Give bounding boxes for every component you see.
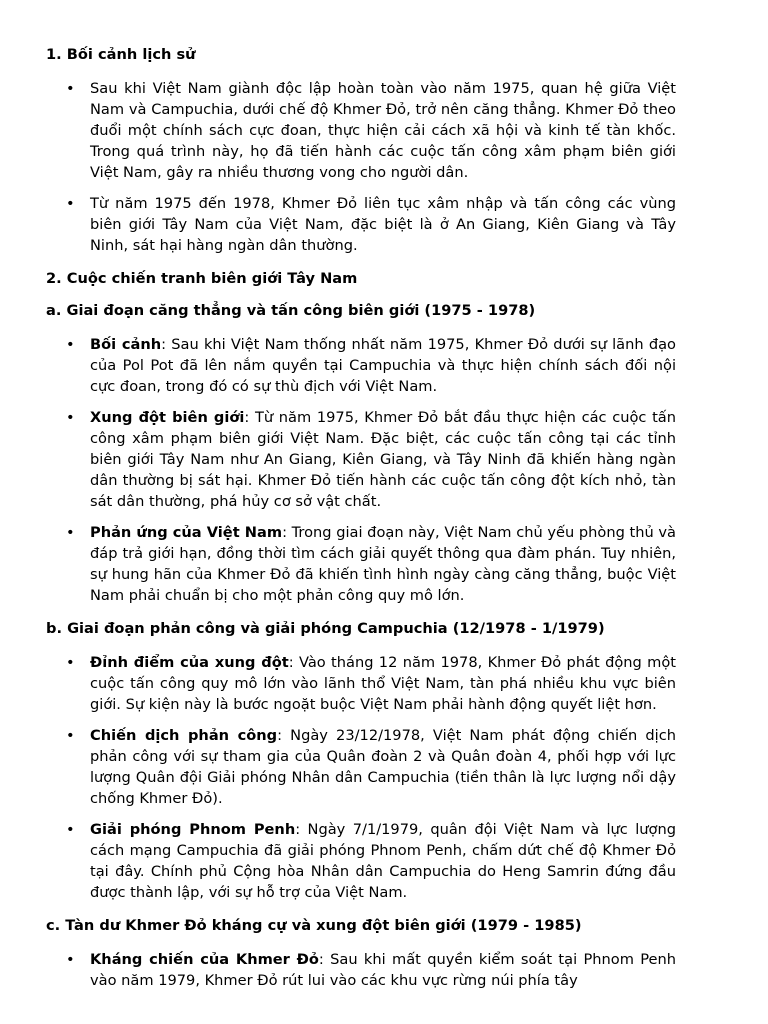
- bullet-text: Từ năm 1975 đến 1978, Khmer Đỏ liên tục xâm nhập và tấn công các vùng biên giới Tây Nam của Việt Nam, đặc biệt là ở An Giang, Kiên Giang và Tây Ninh, sát hại hàng ngàn dân thường.: [90, 195, 676, 254]
- list-item: [46, 78, 676, 183]
- bullet-text: Sau khi Việt Nam giành độc lập hoàn toàn vào năm 1975, quan hệ giữa Việt Nam và Campuchia, dưới chế độ Khmer Đỏ, trở nên căng thẳng. Khmer Đỏ theo đuổi một chính sách cực đoan, thực hiện cải cách xã hội và kinh tế tàn khốc. Trong quá trình này, họ đã tiến hành các cuộc tấn công xâm phạm biên giới Việt Nam, gây ra nhiều thương vong cho người dân.: [90, 80, 676, 181]
- bullet-text: : Từ năm 1975, Khmer Đỏ bắt đầu thực hiện các cuộc tấn công xâm phạm biên giới Việt Nam. Đặc biệt, các cuộc tấn công tại các tỉnh biên giới Tây Nam như An Giang, Kiên Giang, và Tây Ninh đã khiến hàng ngàn dân thường bị sát hại. Khmer Đỏ tiến hành các cuộc tấn công đột kích nhỏ, tàn sát dân thường, phá hủy cơ sở vật chất.: [90, 409, 676, 510]
- section-heading: b. Giai đoạn phản công và giải phóng Campuchia (12/1978 - 1/1979): [46, 620, 605, 637]
- list-item: [46, 949, 676, 991]
- bullet-list: [46, 334, 676, 606]
- bullet-text: : Sau khi Việt Nam thống nhất năm 1975, Khmer Đỏ dưới sự lãnh đạo của Pol Pot đã lên nắm quyền tại Campuchia và thực hiện chính sách đối nội cực đoan, trong đó có sự thù địch với Việt Nam.: [90, 336, 676, 395]
- bullet-icon: •: [66, 951, 75, 968]
- section-heading: c. Tàn dư Khmer Đỏ kháng cự và xung đột biên giới (1979 - 1985): [46, 917, 582, 934]
- list-item: [46, 193, 676, 256]
- bullet-icon: •: [66, 80, 75, 97]
- bullet-text: : Sau khi mất quyền kiểm soát tại Phnom Penh vào năm 1979, Khmer Đỏ rút lui vào các khu vực rừng núi phía tây: [90, 951, 676, 989]
- bullet-lead: Xung đột biên giới: [90, 409, 245, 426]
- list-item: [46, 819, 676, 903]
- section-heading: 2. Cuộc chiến tranh biên giới Tây Nam: [46, 270, 358, 287]
- list-item: [46, 407, 676, 512]
- bullet-text: : Ngày 23/12/1978, Việt Nam phát động chiến dịch phản công với sự tham gia của Quân đoàn 2 và Quân đoàn 4, phối hợp với lực lượng Quân đội Giải phóng Nhân dân Campuchia (tiền thân là lực lượng nổi dậy chống Khmer Đỏ).: [90, 727, 676, 807]
- list-item: [46, 522, 676, 606]
- section-heading: 1. Bối cảnh lịch sử: [46, 46, 196, 63]
- bullet-icon: •: [66, 821, 75, 838]
- bullet-lead: Phản ứng của Việt Nam: [90, 524, 283, 541]
- bullet-lead: Kháng chiến của Khmer Đỏ: [90, 951, 319, 968]
- bullet-icon: •: [66, 727, 75, 744]
- bullet-lead: Bối cảnh: [90, 336, 162, 353]
- bullet-icon: •: [66, 654, 75, 671]
- list-item: [46, 334, 676, 397]
- bullet-icon: •: [66, 336, 75, 353]
- bullet-lead: Chiến dịch phản công: [90, 727, 278, 744]
- bullet-lead: Giải phóng Phnom Penh: [90, 821, 296, 838]
- bullet-text: : Trong giai đoạn này, Việt Nam chủ yếu phòng thủ và đáp trả giới hạn, đồng thời tìm cách giải quyết thông qua đàm phán. Tuy nhiên, sự hung hãn của Khmer Đỏ đã khiến tình hình ngày càng căng thẳng, buộc Việt Nam phải chuẩn bị cho một phản công quy mô lớn.: [90, 524, 676, 604]
- list-item: [46, 652, 676, 715]
- bullet-lead: Đỉnh điểm của xung đột: [90, 654, 289, 671]
- bullet-icon: •: [66, 195, 75, 212]
- bullet-icon: •: [66, 409, 75, 426]
- list-item: [46, 725, 676, 809]
- bullet-icon: •: [66, 524, 75, 541]
- bullet-text: : Vào tháng 12 năm 1978, Khmer Đỏ phát động một cuộc tấn công quy mô lớn vào lãnh thổ Việt Nam, tàn phá nhiều khu vực biên giới. Sự kiện này là bước ngoặt buộc Việt Nam phải hành động quyết liệt hơn.: [90, 654, 676, 713]
- bullet-text: : Ngày 7/1/1979, quân đội Việt Nam và lực lượng cách mạng Campuchia đã giải phóng Phnom Penh, chấm dứt chế độ Khmer Đỏ tại đây. Chính phủ Cộng hòa Nhân dân Campuchia do Heng Samrin đứng đầu được thành lập, với sự hỗ trợ của Việt Nam.: [90, 821, 676, 901]
- bullet-list: [46, 652, 676, 903]
- bullet-list: [46, 949, 676, 991]
- section-heading: a. Giai đoạn căng thẳng và tấn công biên giới (1975 - 1978): [46, 302, 536, 319]
- bullet-list: [46, 78, 676, 256]
